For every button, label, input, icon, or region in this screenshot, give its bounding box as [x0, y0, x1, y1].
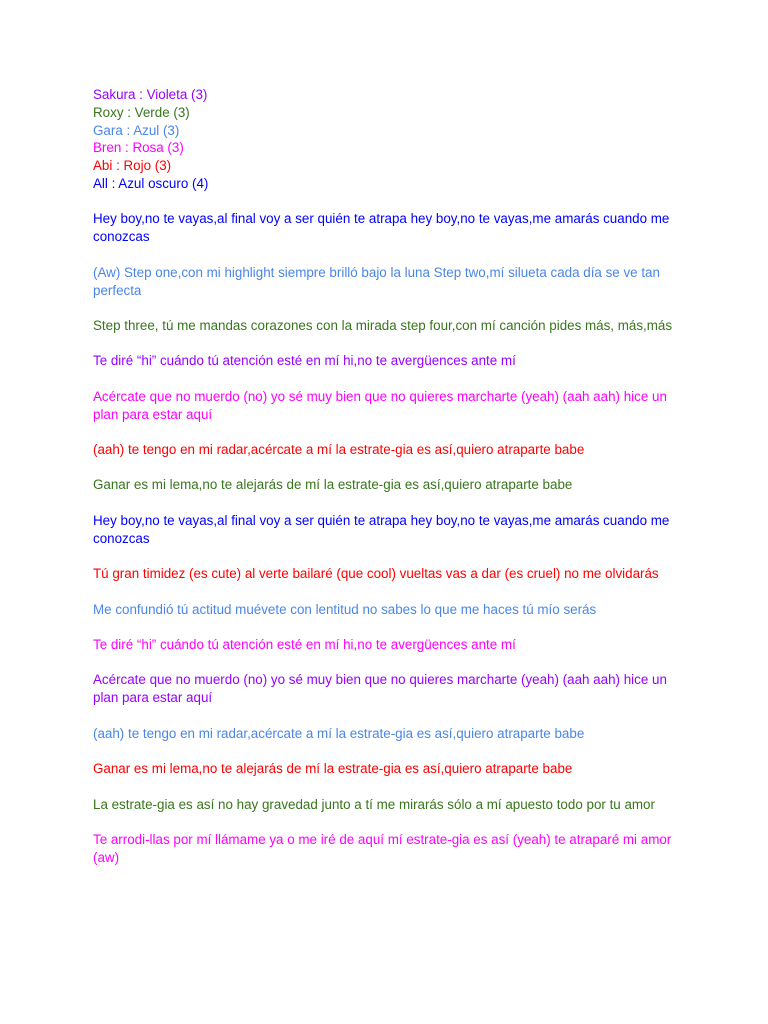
verse-6: (aah) te tengo en mi radar,acércate a mí la estrate-gia es así,quiero atraparte babe: [93, 442, 585, 458]
legend-gara: Gara : Azul (3): [93, 122, 180, 138]
verse-11: Te diré “hi” cuándo tú atención esté en mí hi,no te avergüences ante mí: [93, 636, 516, 652]
lyrics: [93, 210, 683, 866]
document-page: [93, 86, 683, 884]
verse-4: Te diré “hi” cuándo tú atención esté en mí hi,no te avergüences ante mí: [93, 353, 516, 369]
legend-roxy: Roxy : Verde (3): [93, 104, 190, 120]
legend-abi: Abi : Rojo (3): [93, 158, 172, 174]
verse-14: Ganar es mi lema,no te alejarás de mí la estrate-gia es así,quiero atraparte babe: [93, 761, 573, 777]
legend-all: All : Azul oscuro (4): [93, 175, 209, 191]
legend-bren: Bren : Rosa (3): [93, 140, 184, 156]
verse-12: Acércate que no muerdo (no) yo sé muy bien que no quieres marcharte (yeah) (aah aah) hice un plan para estar aquí: [93, 672, 667, 706]
legend-sakura: Sakura : Violeta (3): [93, 87, 208, 102]
verse-15: La estrate-gia es así no hay gravedad junto a tí me mirarás sólo a mí apuesto todo por tu amor: [93, 796, 655, 812]
verse-8: Hey boy,no te vayas,al final voy a ser quién te atrapa hey boy,no te vayas,me amarás cuando me conozcas: [93, 512, 670, 546]
verse-9: Tú gran timidez (es cute) al verte bailaré (que cool) vueltas vas a dar (es cruel) no me olvidarás: [93, 566, 659, 582]
verse-1: Hey boy,no te vayas,al final voy a ser quién te atrapa hey boy,no te vayas,me amarás cuando me conozcas: [93, 211, 670, 245]
verse-2: (Aw) Step one,con mi highlight siempre brilló bajo la luna Step two,mí silueta cada día se ve tan perfecta: [93, 264, 660, 298]
verse-10: Me confundió tú actitud muévete con lentitud no sabes lo que me haces tú mío serás: [93, 601, 597, 617]
verse-16: Te arrodi-llas por mí llámame ya o me iré de aquí mí estrate-gia es así (yeah) te atraparé mi amor (aw): [93, 831, 672, 865]
verse-3: Step three, tú me mandas corazones con la mirada step four,con mí canción pides más, más,más: [93, 317, 673, 333]
verse-7: Ganar es mi lema,no te alejarás de mí la estrate-gia es así,quiero atraparte babe: [93, 477, 573, 493]
member-color-legend: [93, 86, 683, 193]
verse-5: Acércate que no muerdo (no) yo sé muy bien que no quieres marcharte (yeah) (aah aah) hice un plan para estar aquí: [93, 388, 667, 422]
verse-13: (aah) te tengo en mi radar,acércate a mí la estrate-gia es así,quiero atraparte babe: [93, 725, 585, 741]
